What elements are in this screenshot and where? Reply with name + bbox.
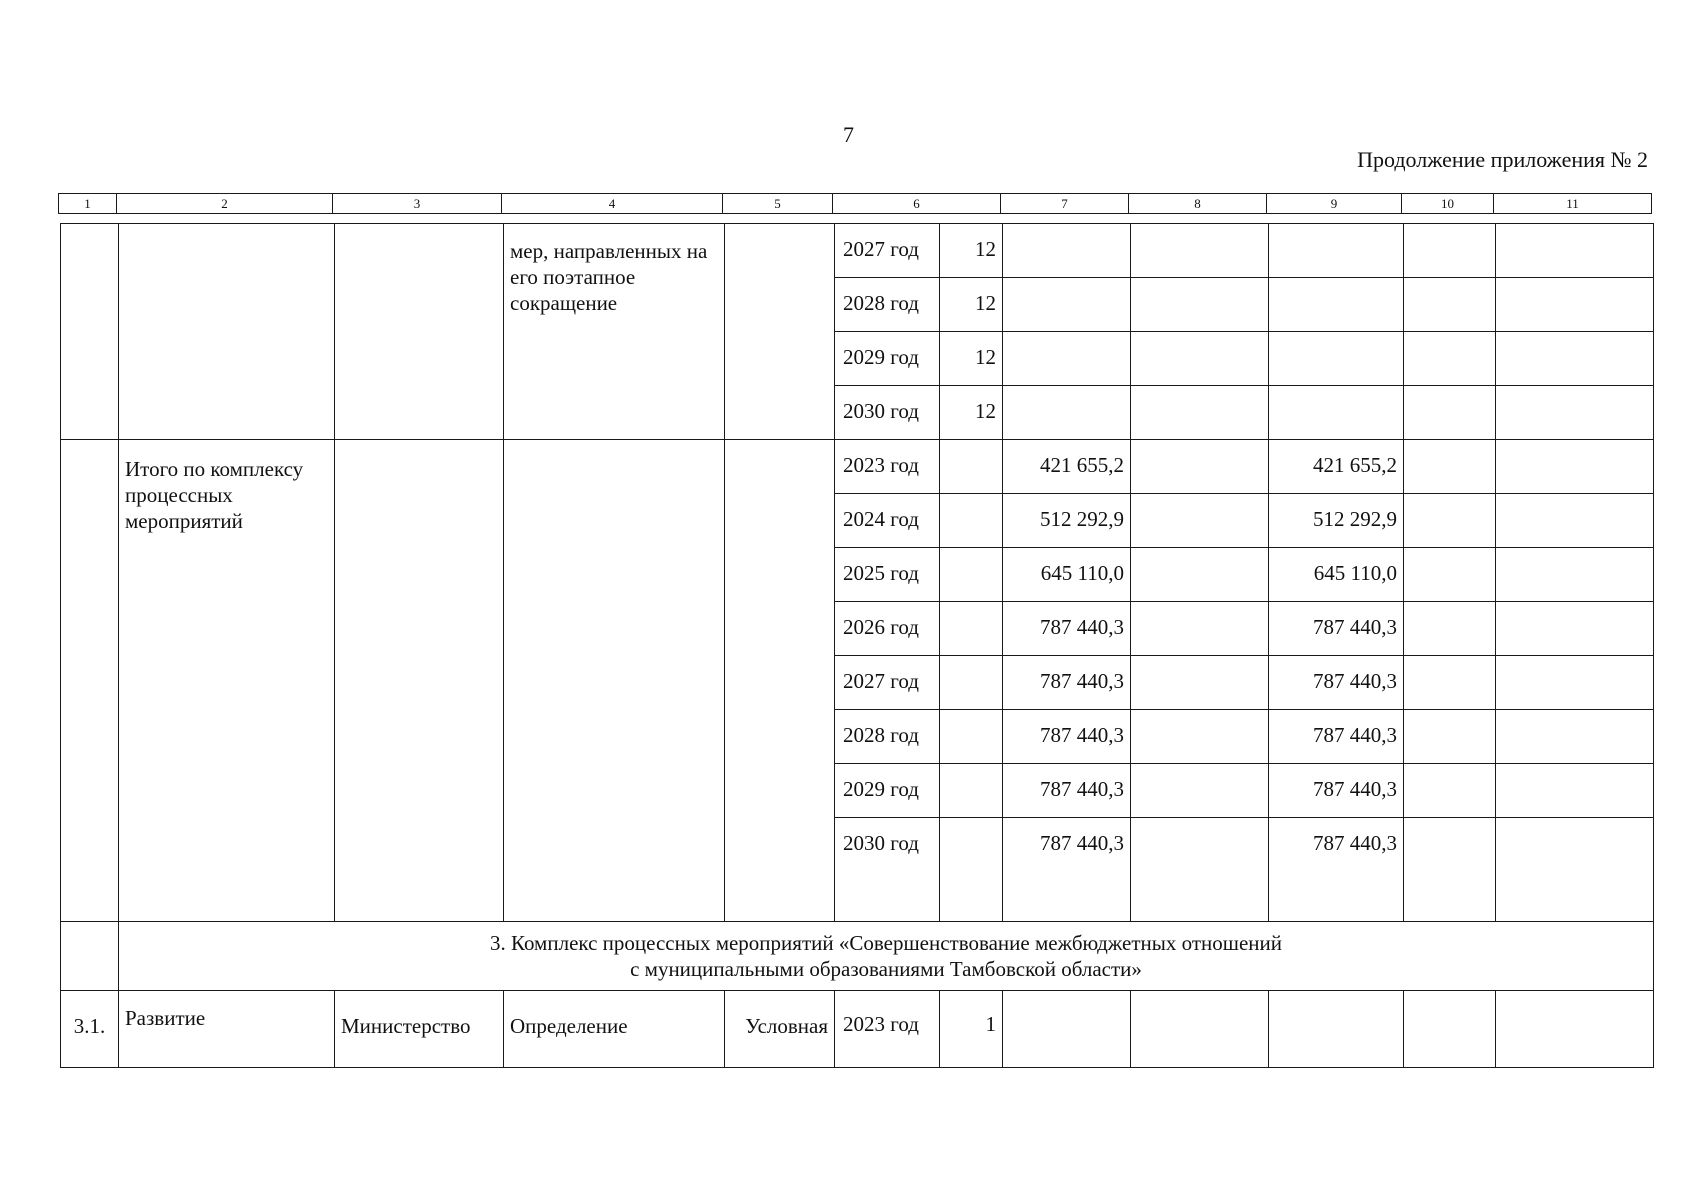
cell-col1 xyxy=(61,922,119,991)
cell-col1 xyxy=(61,440,119,922)
empty-cell xyxy=(1003,278,1131,332)
financing-table xyxy=(60,223,1654,1068)
regional-cell: 787 440,3 xyxy=(1269,764,1404,818)
column-number-header xyxy=(58,193,1652,214)
empty-cell xyxy=(1269,386,1404,440)
total-cell: 787 440,3 xyxy=(1003,710,1131,764)
cell-col5 xyxy=(725,440,835,922)
header-col-8: 8 xyxy=(1129,194,1267,214)
header-col-5: 5 xyxy=(723,194,833,214)
regional-cell: 787 440,3 xyxy=(1269,710,1404,764)
cell-col1 xyxy=(61,224,119,440)
year-cell: 2030 год xyxy=(835,386,940,440)
header-col-11: 11 xyxy=(1494,194,1652,214)
section-heading-row xyxy=(61,922,1654,991)
empty-cell xyxy=(940,602,1003,656)
page-number: 7 xyxy=(843,122,854,147)
total-label: Итого по комплексу процессных мероприятий xyxy=(119,440,335,922)
regional-cell: 421 655,2 xyxy=(1269,440,1404,494)
total-cell: 512 292,9 xyxy=(1003,494,1131,548)
empty-cell xyxy=(1496,440,1654,494)
year-cell: 2029 год xyxy=(835,332,940,386)
empty-cell xyxy=(1496,602,1654,656)
total-cell: 787 440,3 xyxy=(1003,656,1131,710)
empty-cell xyxy=(1131,386,1269,440)
empty-cell xyxy=(1404,710,1496,764)
empty-cell xyxy=(1404,602,1496,656)
empty-cell xyxy=(1131,991,1269,1068)
table-row xyxy=(61,440,1654,494)
section-title-line1: 3. Комплекс процессных мероприятий «Совершенствование межбюджетных отношений xyxy=(490,931,1282,955)
empty-cell xyxy=(1131,332,1269,386)
year-cell: 2029 год xyxy=(835,764,940,818)
continuation-label: Продолжение приложения № 2 xyxy=(1357,147,1648,172)
indicator: Определение xyxy=(504,991,725,1068)
empty-cell xyxy=(1404,818,1496,922)
empty-cell xyxy=(1131,764,1269,818)
indicator-text: мер, направленных на его поэтапное сокращение xyxy=(504,224,725,440)
table-row xyxy=(61,991,1654,1068)
empty-cell xyxy=(1404,548,1496,602)
cell-col2 xyxy=(119,224,335,440)
table-row xyxy=(61,224,1654,278)
empty-cell xyxy=(1496,818,1654,922)
year-cell: 2025 год xyxy=(835,548,940,602)
empty-cell xyxy=(1496,278,1654,332)
empty-cell xyxy=(1003,332,1131,386)
value-cell: 12 xyxy=(940,332,1003,386)
regional-cell: 645 110,0 xyxy=(1269,548,1404,602)
empty-cell xyxy=(1131,548,1269,602)
total-cell: 421 655,2 xyxy=(1003,440,1131,494)
cell-col3 xyxy=(335,440,504,922)
header-col-6: 6 xyxy=(833,194,1001,214)
empty-cell xyxy=(1131,278,1269,332)
header-col-9: 9 xyxy=(1267,194,1402,214)
empty-cell xyxy=(1269,224,1404,278)
section-title-line2: с муниципальными образованиями Тамбовской области» xyxy=(630,957,1142,981)
header-col-7: 7 xyxy=(1001,194,1129,214)
header-col-1: 1 xyxy=(59,194,117,214)
year-cell: 2028 год xyxy=(835,278,940,332)
header-col-4: 4 xyxy=(502,194,723,214)
empty-cell xyxy=(1003,224,1131,278)
total-cell: 645 110,0 xyxy=(1003,548,1131,602)
empty-cell xyxy=(1131,710,1269,764)
total-cell: 787 440,3 xyxy=(1003,818,1131,922)
empty-cell xyxy=(1404,440,1496,494)
year-cell: 2023 год xyxy=(835,440,940,494)
empty-cell xyxy=(1269,991,1404,1068)
empty-cell xyxy=(1496,710,1654,764)
empty-cell xyxy=(940,656,1003,710)
year-cell: 2028 год xyxy=(835,710,940,764)
empty-cell xyxy=(1131,818,1269,922)
header-col-10: 10 xyxy=(1402,194,1494,214)
year-cell: 2023 год xyxy=(835,991,940,1068)
empty-cell xyxy=(1404,494,1496,548)
empty-cell xyxy=(1496,764,1654,818)
unit: Условная xyxy=(725,991,835,1068)
empty-cell xyxy=(940,818,1003,922)
empty-cell xyxy=(1131,494,1269,548)
empty-cell xyxy=(1496,548,1654,602)
empty-cell xyxy=(1131,440,1269,494)
regional-cell: 512 292,9 xyxy=(1269,494,1404,548)
regional-cell: 787 440,3 xyxy=(1269,656,1404,710)
empty-cell xyxy=(1404,764,1496,818)
empty-cell xyxy=(1131,224,1269,278)
empty-cell xyxy=(1496,224,1654,278)
year-cell: 2030 год xyxy=(835,818,940,922)
total-cell: 787 440,3 xyxy=(1003,764,1131,818)
value-cell: 12 xyxy=(940,224,1003,278)
empty-cell xyxy=(1496,991,1654,1068)
empty-cell xyxy=(940,710,1003,764)
header-col-2: 2 xyxy=(117,194,333,214)
empty-cell xyxy=(1404,224,1496,278)
measure-name: Развитие xyxy=(119,991,335,1068)
empty-cell xyxy=(1131,602,1269,656)
empty-cell xyxy=(1404,332,1496,386)
regional-cell: 787 440,3 xyxy=(1269,602,1404,656)
empty-cell xyxy=(940,764,1003,818)
empty-cell xyxy=(1404,386,1496,440)
executor: Министерство xyxy=(335,991,504,1068)
empty-cell xyxy=(940,494,1003,548)
regional-cell: 787 440,3 xyxy=(1269,818,1404,922)
empty-cell xyxy=(940,548,1003,602)
year-cell: 2026 год xyxy=(835,602,940,656)
empty-cell xyxy=(1496,494,1654,548)
empty-cell xyxy=(1404,656,1496,710)
total-cell: 787 440,3 xyxy=(1003,602,1131,656)
row-number: 3.1. xyxy=(61,991,119,1068)
cell-col4 xyxy=(504,440,725,922)
empty-cell xyxy=(1404,991,1496,1068)
cell-col3 xyxy=(335,224,504,440)
empty-cell xyxy=(1496,332,1654,386)
empty-cell xyxy=(1404,278,1496,332)
year-cell: 2027 год xyxy=(835,224,940,278)
section-title xyxy=(119,922,1654,991)
header-col-3: 3 xyxy=(333,194,502,214)
cell-col5 xyxy=(725,224,835,440)
empty-cell xyxy=(1269,332,1404,386)
empty-cell xyxy=(1496,386,1654,440)
empty-cell xyxy=(1269,278,1404,332)
value-cell: 12 xyxy=(940,278,1003,332)
empty-cell xyxy=(1131,656,1269,710)
value-cell: 1 xyxy=(940,991,1003,1068)
year-cell: 2027 год xyxy=(835,656,940,710)
empty-cell xyxy=(1496,656,1654,710)
empty-cell xyxy=(1003,386,1131,440)
empty-cell xyxy=(1003,991,1131,1068)
empty-cell xyxy=(940,440,1003,494)
value-cell: 12 xyxy=(940,386,1003,440)
year-cell: 2024 год xyxy=(835,494,940,548)
